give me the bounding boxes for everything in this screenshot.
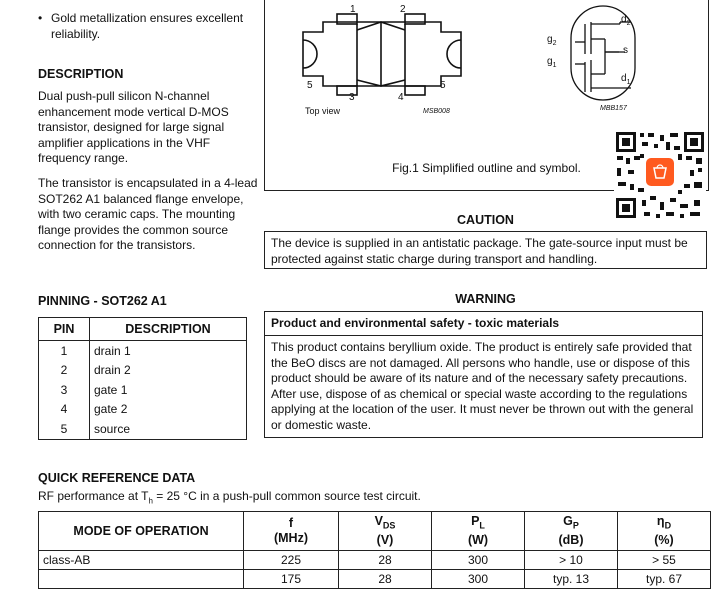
pin-number: 4 xyxy=(39,400,90,420)
top-view-label: Top view xyxy=(305,106,341,116)
symbol-g2-label: $g_2$ xyxy=(547,34,557,47)
flange-outline xyxy=(303,22,461,86)
vds-header: $V_{DS}$ (V) xyxy=(339,512,432,551)
table-row xyxy=(39,361,246,381)
mode-cell xyxy=(39,570,244,589)
pin-header: PIN xyxy=(39,318,90,341)
table-row xyxy=(39,380,246,400)
symbol-d2-label: $d_2$ xyxy=(621,14,631,27)
table-row xyxy=(39,341,246,361)
description-heading: DESCRIPTION xyxy=(38,67,124,81)
pinning-header-row xyxy=(39,318,246,341)
vds-cell: 28 xyxy=(339,551,432,570)
table-row xyxy=(39,570,711,589)
pin-description: drain 1 xyxy=(94,343,131,358)
quick-reference-header-row xyxy=(39,512,711,551)
pin-number: 5 xyxy=(39,419,90,439)
caution-box xyxy=(264,231,707,269)
caution-title: CAUTION xyxy=(457,213,514,227)
qr-code-icon xyxy=(614,130,706,220)
symbol-s-label: s xyxy=(623,45,628,56)
table-row xyxy=(39,400,246,420)
pin-description: source xyxy=(94,421,131,436)
frequency-cell: 175 xyxy=(244,570,339,589)
quick-reference-subtitle: RF performance at $T_h = 25$ °C in a push-pull common source test circuit. xyxy=(38,489,421,506)
frequency-cell: 225 xyxy=(244,551,339,570)
outline-pin-5-right: 5 xyxy=(440,80,446,91)
pin-description: gate 2 xyxy=(94,402,128,417)
table-row xyxy=(39,419,246,439)
pin-number: 3 xyxy=(39,380,90,400)
outline-pin-1: 1 xyxy=(350,4,356,15)
pin-number: 1 xyxy=(39,341,90,361)
pin-description: drain 2 xyxy=(94,363,131,378)
feature-bullet xyxy=(38,10,260,42)
outline-code: MSB008 xyxy=(423,108,450,115)
shop-badge-icon xyxy=(646,158,674,186)
pl-header: $P_L$ (W) xyxy=(432,512,525,551)
efficiency-cell: > 55 xyxy=(618,551,711,570)
pl-cell: 300 xyxy=(432,570,525,589)
description-para-2: The transistor is encapsulated in a 4-lead SOT262 A1 balanced flange envelope, with two ceramic caps. The mounting flange provides the common source connection for the transistors. xyxy=(38,176,258,252)
gp-header: $G_P$ (dB) xyxy=(525,512,618,551)
description-para-1: Dual push-pull silicon N-channel enhancement mode vertical D-MOS transistor, designed for large signal amplifier applications in the VHF frequency range. xyxy=(38,89,229,165)
caution-text: The device is supplied in an antistatic package. The gate-source input must be protected against static charge during transport and handling. xyxy=(271,236,688,266)
feature-text: Gold metallization ensures excellent reliability. xyxy=(51,11,244,41)
mode-cell: class-AB xyxy=(39,551,244,570)
efficiency-header: $\eta_D$ (%) xyxy=(618,512,711,551)
warning-box xyxy=(264,311,703,438)
outline-pin-5-left: 5 xyxy=(307,80,313,91)
outline-pin-3: 3 xyxy=(349,92,355,103)
table-row xyxy=(39,551,711,570)
symbol-code: MBB157 xyxy=(600,105,627,112)
package-outline-drawing xyxy=(265,0,708,150)
pinning-title: PINNING - SOT262 A1 xyxy=(38,294,167,308)
pl-cell: 300 xyxy=(432,551,525,570)
efficiency-cell: typ. 67 xyxy=(618,570,711,589)
symbol-g1-label: $g_1$ xyxy=(547,56,557,69)
pin-description: gate 1 xyxy=(94,382,128,397)
pinning-table xyxy=(38,317,247,440)
quick-reference-table xyxy=(38,511,711,589)
description-header: DESCRIPTION xyxy=(90,318,247,341)
frequency-header: f (MHz) xyxy=(244,512,339,551)
warning-text: This product contains beryllium oxide. The product is entirely safe provided that the BeO discs are not damaged. All persons who handle, use or dispose of this product should be aware of its nature and of the necessary safety precautions. After use, dispose of as chemical or special waste according to the regulations applying at the location of the user. It must never be thrown out with the general or domestic waste. xyxy=(271,340,694,432)
outline-pin-4: 4 xyxy=(398,92,404,103)
mode-header: MODE OF OPERATION xyxy=(39,512,244,551)
figure-caption: Fig.1 Simplified outline and symbol. xyxy=(392,161,581,175)
warning-subtitle: Product and environmental safety - toxic materials xyxy=(265,312,702,336)
vds-cell: 28 xyxy=(339,570,432,589)
quick-reference-title: QUICK REFERENCE DATA xyxy=(38,471,196,485)
symbol-d1-label: $d_1$ xyxy=(621,73,631,86)
warning-title: WARNING xyxy=(455,292,516,306)
gp-cell: typ. 13 xyxy=(525,570,618,589)
bullet-icon: • xyxy=(38,11,43,25)
outline-pin-2: 2 xyxy=(400,4,406,15)
pin-number: 2 xyxy=(39,361,90,381)
gp-cell: > 10 xyxy=(525,551,618,570)
